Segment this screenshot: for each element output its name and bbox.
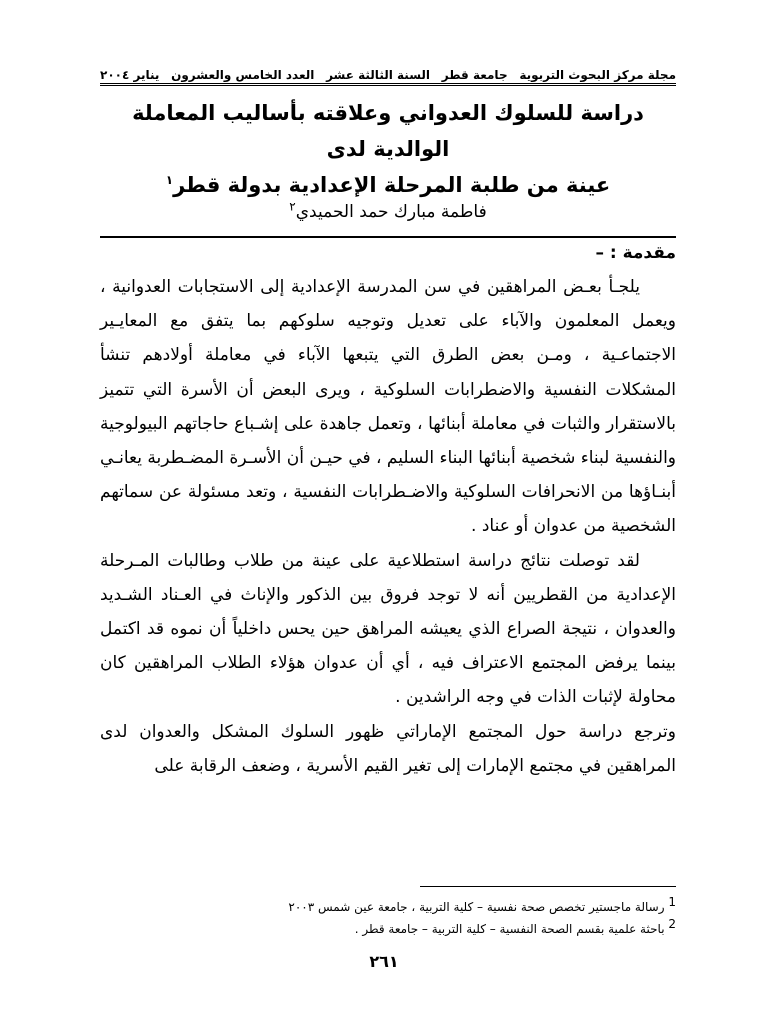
section-heading: مقدمة : –: [595, 243, 676, 263]
title-line-1: دراسة للسلوك العدواني وعلاقته بأساليب المعاملة الوالدية لدى: [132, 101, 644, 161]
author-footnote-mark: ٢: [289, 199, 296, 214]
footnote-rule: [420, 886, 676, 887]
footnote-1-mark: 1: [668, 895, 676, 909]
author-line: [100, 198, 676, 226]
author-rule: [100, 236, 676, 238]
author-name: فاطمة مبارك حمد الحميدي: [295, 202, 487, 222]
running-header: [100, 60, 676, 82]
footnote-2-text: باحثة علمية بقسم الصحة النفسية – كلية التربية – جامعة قطر .: [354, 922, 665, 936]
footnote-2: [100, 918, 676, 940]
title-line-2: عينة من طلبة المرحلة الإعدادية بدولة قطر: [173, 173, 611, 197]
header-year: السنة الثالثة عشر: [326, 68, 431, 82]
header-date: يناير ٢٠٠٤: [100, 68, 160, 82]
paragraph-3: وترجع دراسة حول المجتمع الإماراتي ظهور السلوك المشكل والعدوان لدى المراهقين في مجتمع الإمارات إلى تغير القيم الأسرية ، وضعف الرقابة على: [100, 721, 676, 776]
footnote-2-mark: 2: [668, 917, 676, 931]
page-number: ٢٦١: [369, 952, 399, 971]
footnote-1: [100, 896, 676, 918]
paragraph-2: لقد توصلت نتائج دراسة استطلاعية على عينة من طلاب وطالبات المـرحلة الإعدادية من القطريين أنه لا توجد فروق بين الذكور والإناث في العـناد الشـديد والعدوان ، نتيجة الصراع الذي يعيشه المراهق حين يحس داخلياً أن نموه قد اكتمل بينما يرفض المجتمع الاعتراف فيه ، أي أن عدوان هؤلاء الطلاب المراهقين كان محاولة لإثبات الذات في وجه الراشدين .: [100, 550, 676, 708]
header-university: جامعة قطر: [441, 68, 508, 82]
header-issue: العدد الخامس والعشرون: [171, 68, 315, 82]
body-text: [100, 270, 676, 783]
paragraph-1: يلجـأ بعـض المراهقين في سن المدرسة الإعدادية إلى الاستجابات العدوانية ، ويعمل المعلمون والآباء على تعديل وتوجيه سلوكهم بما يتفق مع المعايـير الاجتماعـية ، ومـن بعض الطرق التي يتبعها الآباء في معاملة أولادهم تنشأ المشكلات النفسية والاضطرابات السلوكية ، ويرى البعض أن الأسرة التي تتميز بالاستقرار والثبات في معاملة أبنائها ، وتعمل جاهدة على إشـباع حاجاتهم البيولوجية والنفسية لبناء شخصية أبنائها البناء السليم ، في حيـن أن الأسـرة المضـطربة يعانـي أبنـاؤها من الانحرافات السلوكية والاضـطرابات النفسية ، وتعد مسئولة عن سماتهم الشخصية من عدوان أو عناد .: [100, 277, 676, 537]
header-rule: [100, 83, 676, 86]
article-title: [100, 95, 676, 203]
header-journal: مجلة مركز البحوث التربوية: [519, 68, 676, 82]
footnotes: [100, 896, 676, 940]
footnote-1-text: رسالة ماجستير تخصص صحة نفسية – كلية التربية ، جامعة عين شمس ٢٠٠٣: [288, 900, 665, 914]
title-footnote-mark: ١: [165, 173, 174, 187]
